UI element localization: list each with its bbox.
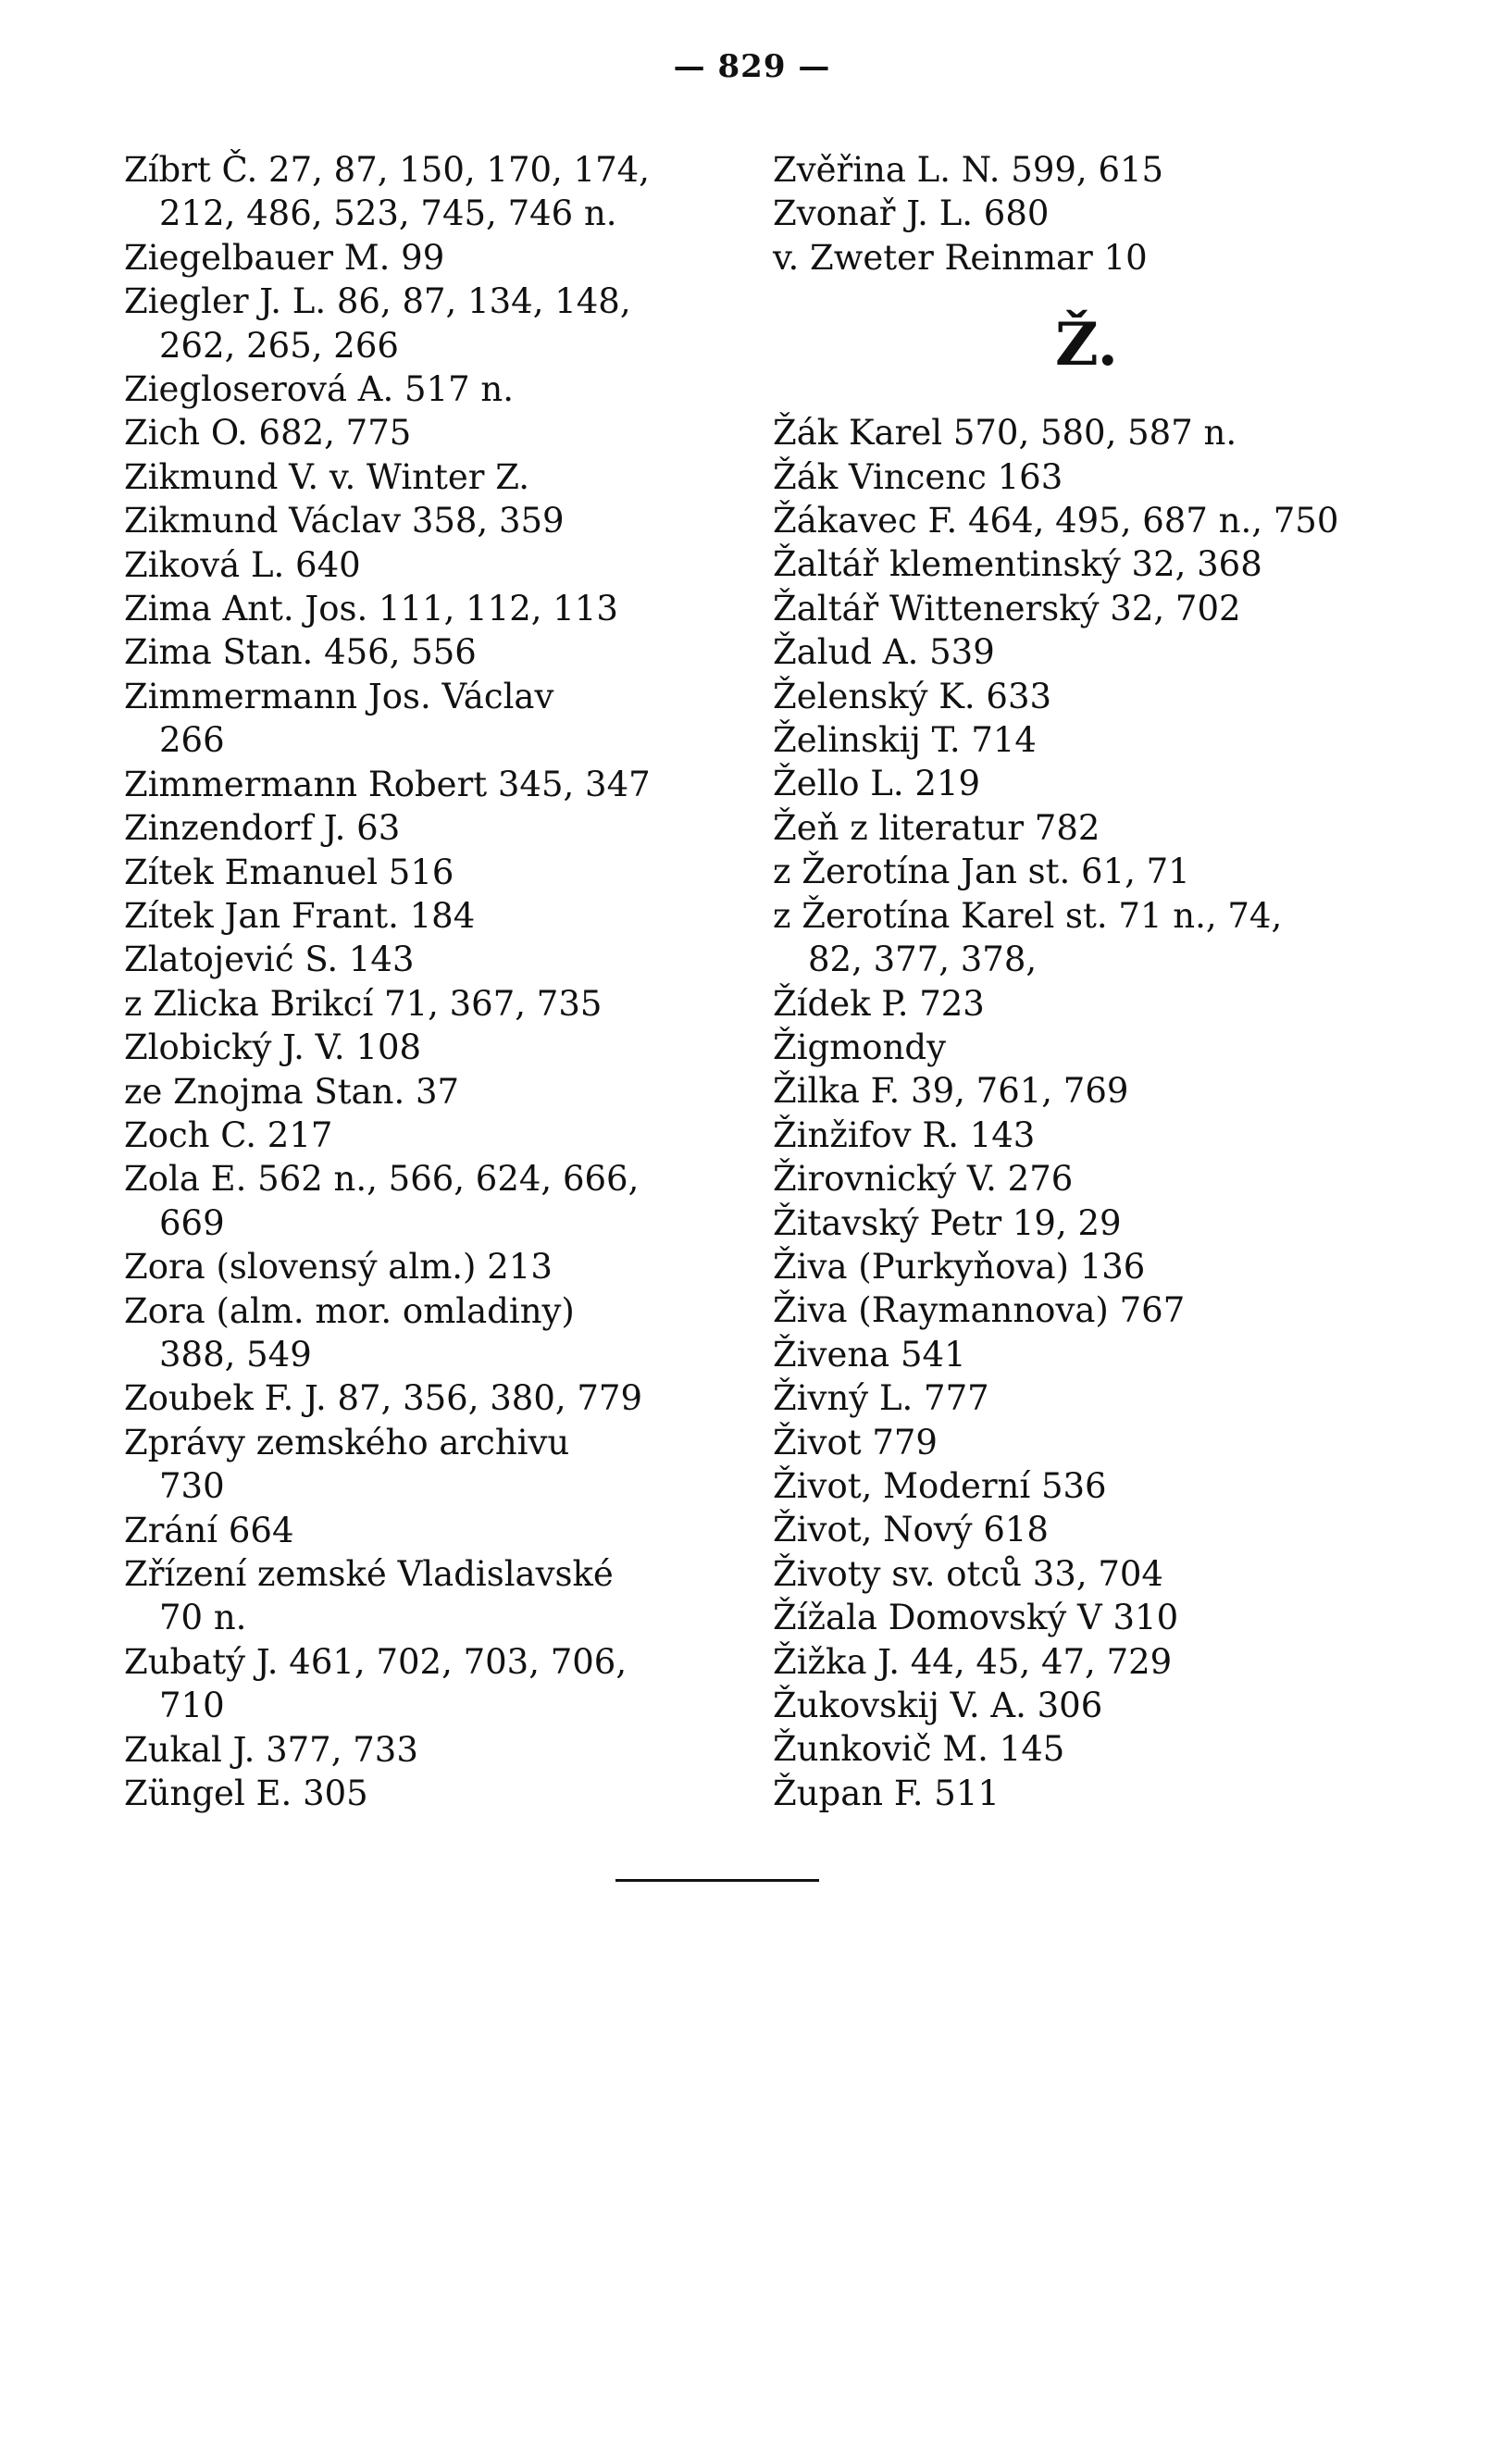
index-entry: v. Zweter Reinmar 10 <box>773 237 1148 278</box>
index-entry-continuation: 266 <box>159 720 225 761</box>
index-entry: Zvěřina L. N. 599, 615 <box>773 150 1164 190</box>
index-entry-continuation: 669 <box>159 1202 225 1243</box>
index-entry: Žalud A. 539 <box>773 632 995 673</box>
index-entry: ze Znojma Stan. 37 <box>124 1071 460 1112</box>
index-entry: Žitavský Petr 19, 29 <box>773 1202 1122 1243</box>
index-entry: Žello L. 219 <box>773 764 981 804</box>
index-column-left <box>124 148 726 1815</box>
index-entry: Žaltář klementinský 32, 368 <box>773 544 1262 585</box>
index-entry: Zich O. 682, 775 <box>124 413 412 454</box>
index-entry: Zinzendorf J. 63 <box>124 808 401 849</box>
index-entry: Zřízení zemské Vladislavské <box>124 1554 614 1594</box>
index-entry: Žížala Domovský V 310 <box>773 1598 1179 1638</box>
index-entry-continuation: 82, 377, 378, <box>808 940 1038 980</box>
index-entries-z <box>773 148 1402 280</box>
index-entry: Žigmondy <box>773 1027 947 1067</box>
index-entry: Züngel E. 305 <box>124 1773 368 1814</box>
index-entry: z Zlicka Brikcí 71, 367, 735 <box>124 983 603 1024</box>
index-entry: Zubatý J. 461, 702, 703, 706, <box>124 1641 628 1682</box>
index-entry: Zola E. 562 n., 566, 624, 666, <box>124 1159 640 1200</box>
index-entry: Zikmund V. v. Winter Z. <box>124 456 530 497</box>
index-entry: Život, Nový 618 <box>773 1510 1049 1550</box>
index-entry: z Žerotína Jan st. 61, 71 <box>773 852 1190 892</box>
index-entry: Žukovskij V. A. 306 <box>773 1686 1103 1725</box>
index-entry: Žaltář Wittenerský 32, 702 <box>773 588 1241 628</box>
index-column-right <box>773 148 1402 1815</box>
index-entry: Žirovnický V. 276 <box>773 1159 1074 1200</box>
index-entry: Žinžifov R. 143 <box>773 1114 1036 1155</box>
closing-rule <box>615 1879 819 1882</box>
index-entry: Zima Stan. 456, 556 <box>124 632 477 673</box>
index-entry-continuation: 730 <box>159 1466 225 1507</box>
index-entry: Zvonař J. L. 680 <box>773 193 1050 234</box>
index-entry: Žeň z literatur 782 <box>773 807 1100 848</box>
index-entry: Životy sv. otců 33, 704 <box>773 1553 1163 1594</box>
index-entry: Ziegler J. L. 86, 87, 134, 148, <box>124 281 631 322</box>
index-entries-zh <box>773 411 1402 1815</box>
index-entry: Zimmermann Jos. Václav <box>124 676 554 716</box>
index-entry: Zoubek F. J. 87, 356, 380, 779 <box>124 1378 643 1419</box>
index-entry: Žák Karel 570, 580, 587 n. <box>773 413 1237 454</box>
index-entry-continuation: 262, 265, 266 <box>159 325 399 366</box>
index-entry: Zora (alm. mor. omladiny) <box>124 1290 575 1331</box>
index-entry: Zprávy zemského archivu <box>124 1422 570 1462</box>
index-entry: Želinskij T. 714 <box>773 720 1037 761</box>
index-entry: Zimmermann Robert 345, 347 <box>124 764 651 804</box>
index-entry: Zítek Emanuel 516 <box>124 852 454 892</box>
section-letter: Ž. <box>1055 310 1118 380</box>
index-entry: Živena 541 <box>773 1334 966 1375</box>
index-entry: Ziegelbauer M. 99 <box>124 237 445 278</box>
index-entry: Zíbrt Č. 27, 87, 150, 170, 174, <box>124 150 650 190</box>
index-entry: z Žerotína Karel st. 71 n., 74, <box>773 895 1283 936</box>
index-entry: Zima Ant. Jos. 111, 112, 113 <box>124 589 618 629</box>
index-entry: Živný L. 777 <box>773 1378 989 1419</box>
index-entry: Zrání 664 <box>124 1510 294 1550</box>
index-entry: Žák Vincenc 163 <box>773 456 1063 497</box>
index-entry: Život, Moderní 536 <box>773 1465 1107 1506</box>
index-entry-continuation: 388, 549 <box>159 1334 312 1375</box>
index-entry-continuation: 710 <box>159 1686 225 1726</box>
index-entry: Zoch C. 217 <box>124 1114 333 1155</box>
index-entry: Zlatojević S. 143 <box>124 940 415 980</box>
index-entry: Želenský K. 633 <box>773 676 1052 716</box>
index-entry: Zítek Jan Frant. 184 <box>124 895 476 936</box>
index-entry: Žunkovič M. 145 <box>773 1729 1065 1770</box>
page-number: — 829 — <box>673 48 831 85</box>
index-entry: Zora (slovensý alm.) 213 <box>124 1247 553 1288</box>
index-entry: Žilka F. 39, 761, 769 <box>773 1071 1129 1112</box>
index-entry: Zlobický J. V. 108 <box>124 1027 422 1068</box>
index-entry: Žákavec F. 464, 495, 687 n., 750 <box>773 501 1339 541</box>
index-entry: Ziegloserová A. 517 n. <box>124 369 515 410</box>
index-entry: Žídek P. 723 <box>773 983 985 1024</box>
index-entry: Živa (Raymannova) 767 <box>773 1290 1186 1331</box>
index-entry: Život 779 <box>773 1422 938 1462</box>
index-entry: Ziková L. 640 <box>124 544 361 585</box>
index-entry: Zikmund Václav 358, 359 <box>124 501 565 541</box>
index-entry: Živa (Purkyňova) 136 <box>773 1246 1146 1287</box>
index-entry: Župan F. 511 <box>773 1773 1000 1813</box>
index-entry-continuation: 212, 486, 523, 745, 746 n. <box>159 193 617 234</box>
index-entry: Žižka J. 44, 45, 47, 729 <box>773 1641 1173 1682</box>
index-entry-continuation: 70 n. <box>159 1598 247 1638</box>
index-entry: Zukal J. 377, 733 <box>124 1729 418 1770</box>
